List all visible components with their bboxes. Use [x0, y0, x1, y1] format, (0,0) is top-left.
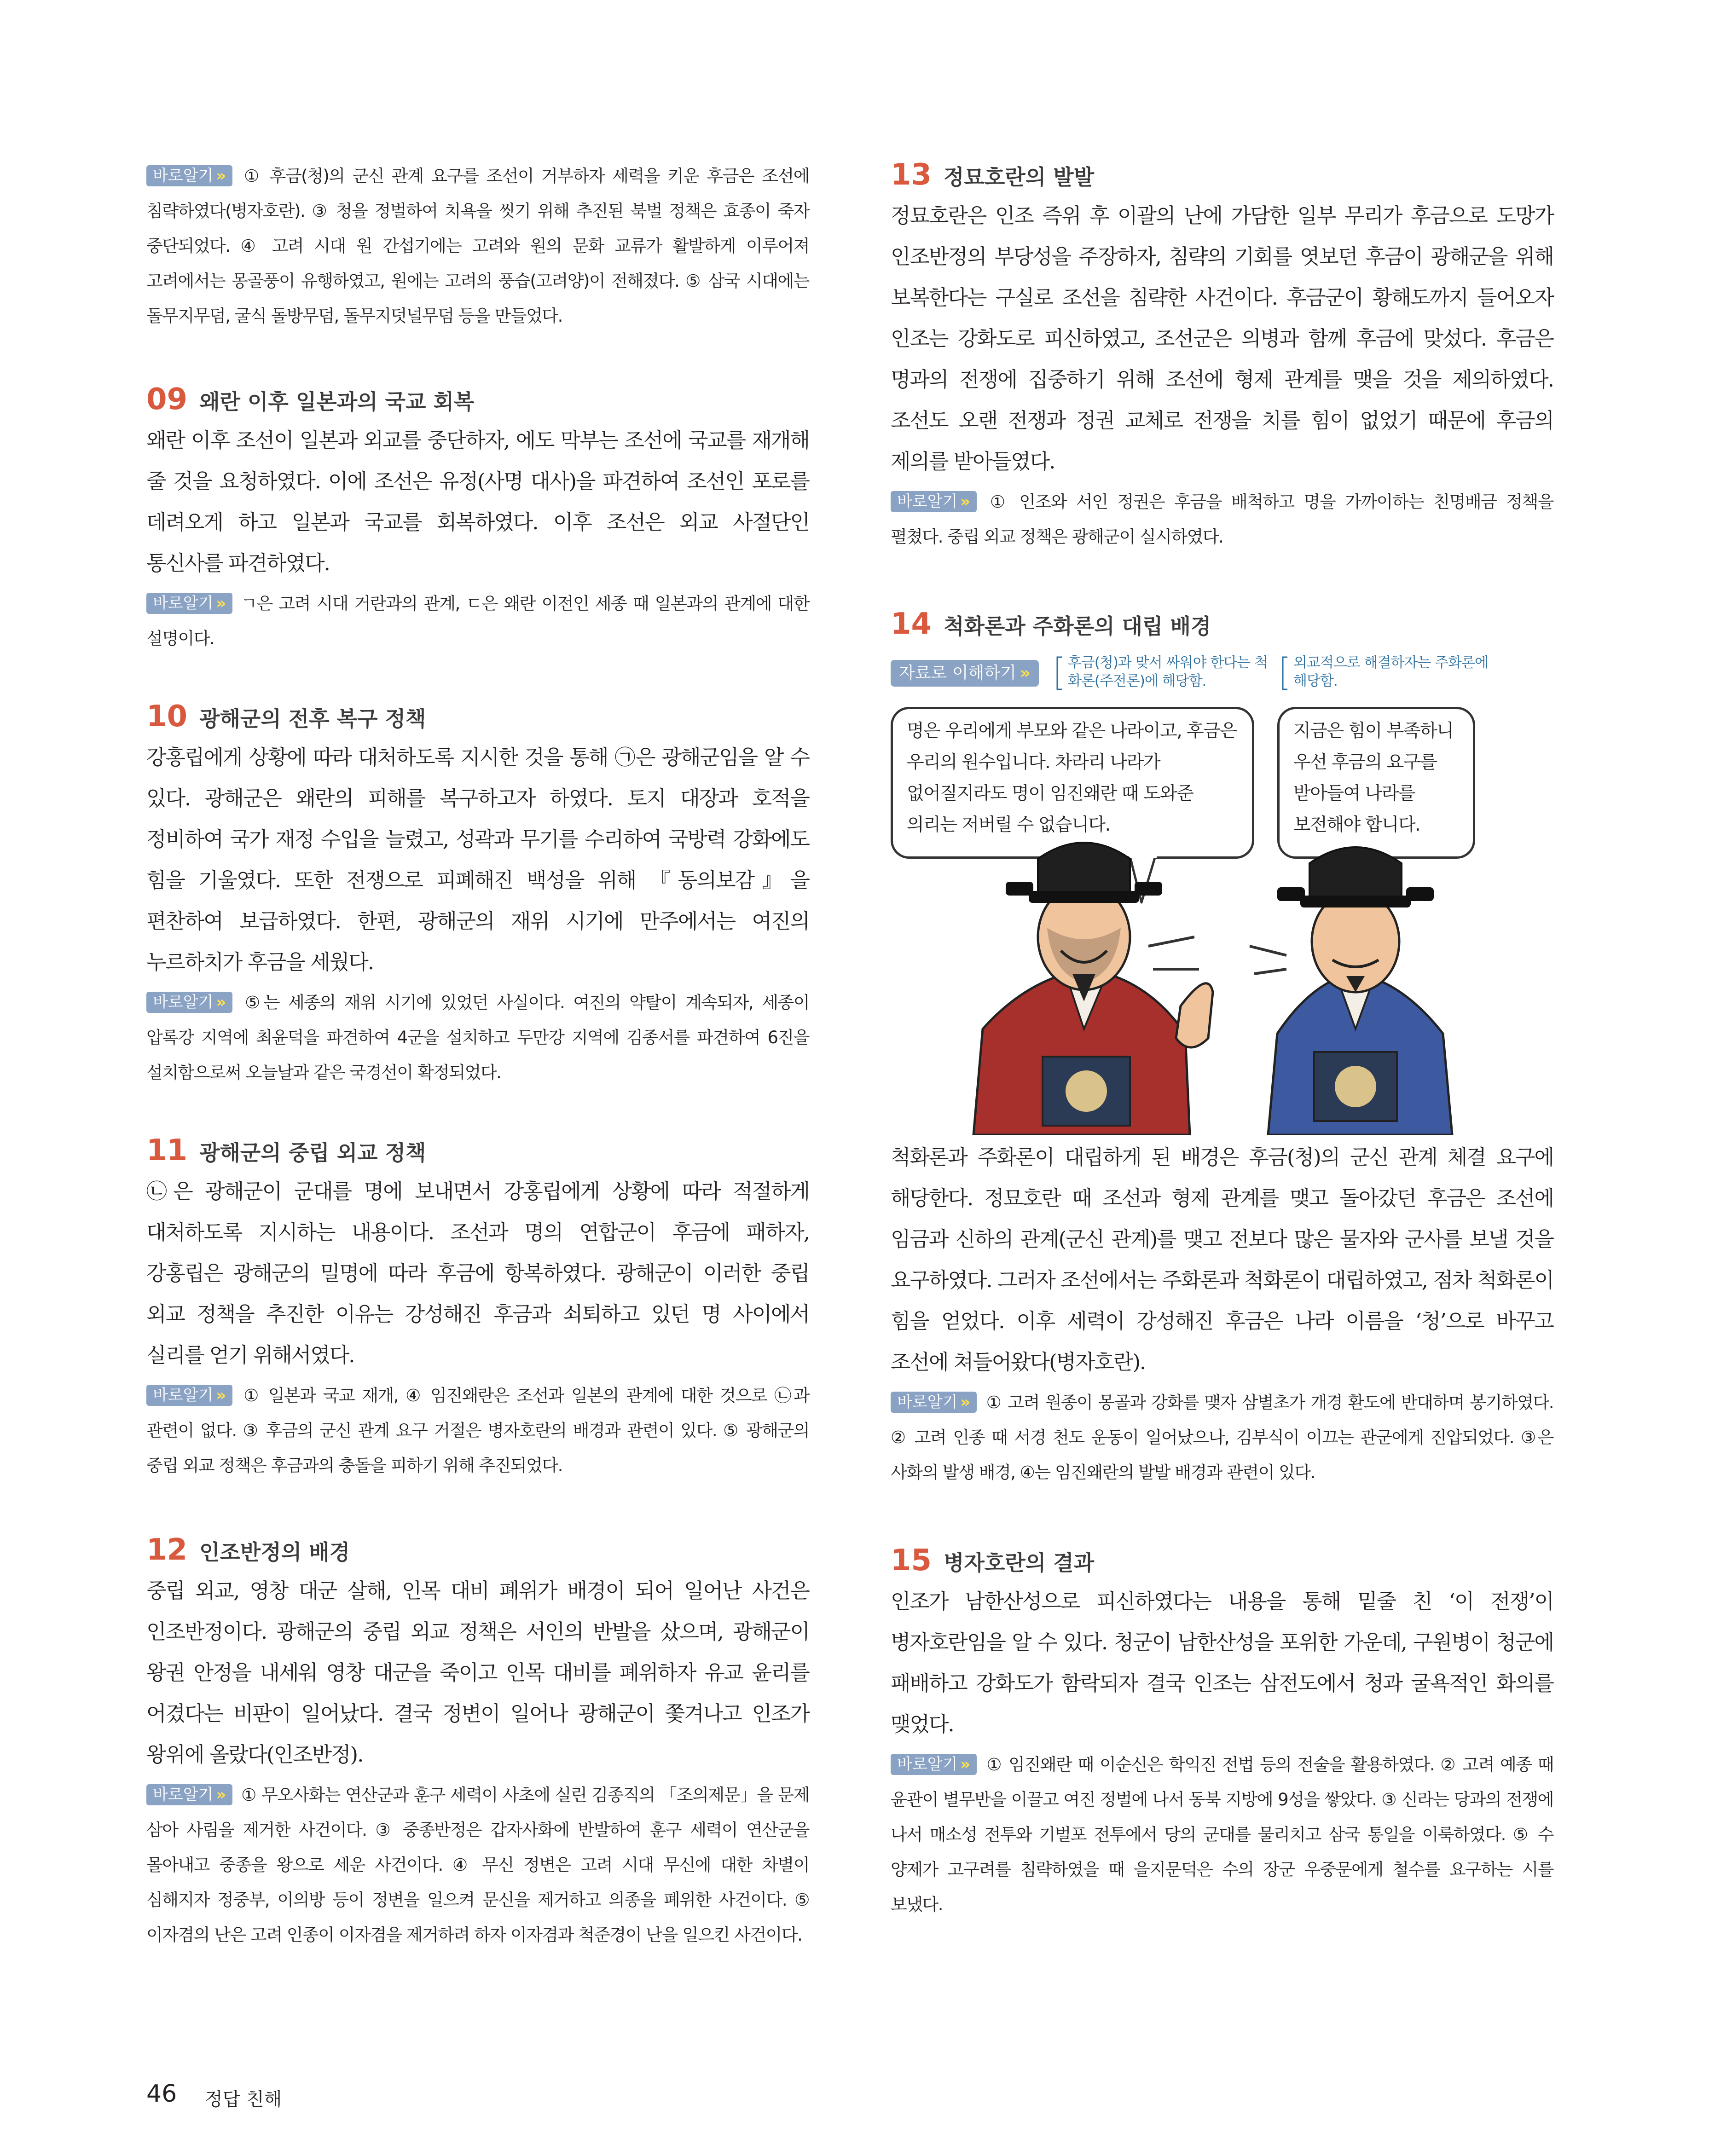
page-number: 46 [146, 2080, 177, 2108]
speech-bubble-right: 지금은 힘이 부족하니 우선 후금의 요구를 받아들여 나라를 보전해야 합니다. [1277, 707, 1475, 859]
double-chevron-icon: » [216, 993, 226, 1012]
section-heading: 09 왜란 이후 일본과의 국교 회복 [146, 382, 475, 416]
figure-tag: 자료로 이해하기 » [891, 660, 1039, 687]
answer-tag: 바로알기 » [891, 1754, 977, 1775]
answer-note: 바로알기 » ⑤는 세종의 재위 시기에 있었던 사실이다. 여진의 약탈이 계속되자, 세종이 압록강 지역에 최윤덕을 파견하여 4군을 설치하고 두만강 지역에 김종서를 파견하여 6진을 설치함으로써 오늘날과 같은 국경선이 확정되었다. [146, 993, 809, 1082]
section-heading: 11 광해군의 중립 외교 정책 [146, 1133, 426, 1168]
double-chevron-icon: » [960, 1755, 971, 1774]
section-heading: 12 인조반정의 배경 [146, 1533, 350, 1567]
debate-figure [891, 652, 1553, 1135]
section-body: 정묘호란은 인조 즉위 후 이괄의 난에 가담한 일부 무리가 후금으로 도망가 인조반정의 부당성을 주장하자, 침략의 기회를 엿보던 후금이 광해군을 위해 보복한다는 구실로 조선을 침략한 사건이다. 후금군이 황해도까지 들어오자 인조는 강화도로 피신하였고, 조선군은 의병과 함께 후금에 맞섰다. 후금은 명과의 전쟁에 집중하기 위해 조선에 형제 관계를 맺을 것을 제의하였다. 조선도 오랜 전쟁과 정권 교체로 전쟁을 치를 힘이 없었기 때문에 후금의 제의를 받아들였다. [891, 203, 1553, 474]
illustration-scholars [891, 652, 1553, 1135]
answer-tag: 바로알기 » [146, 593, 232, 614]
annotation-left: 후금(청)과 맞서 싸워야 한다는 척화론(주전론)에 해당함. [1068, 654, 1268, 689]
double-chevron-icon: » [216, 1386, 226, 1405]
right-column [891, 159, 1553, 1922]
section-body: 중립 외교, 영창 대군 살해, 인목 대비 폐위가 배경이 되어 일어난 사건은 인조반정이다. 광해군의 중립 외교 정책은 서인의 반발을 샀으며, 광해군이 왕권 안정을 내세워 영창 대군을 죽이고 인목 대비를 폐위하자 유교 윤리를 어겼다는 비판이 일어났다. 결국 정변이 일어나 광해군이 쫓겨나고 인조가 왕위에 올랐다(인조반정). [146, 1578, 809, 1767]
section-body: 척화론과 주화론이 대립하게 된 배경은 후금(청)의 군신 관계 체결 요구에 해당한다. 정묘호란 때 조선과 형제 관계를 맺고 돌아갔던 후금은 조선에 임금과 신하의 관계(군신 관계)를 맺고 전보다 많은 물자와 군사를 보낼 것을 요구하였다. 그러자 조선에서는 주화론과 척화론이 대립하였고, 점차 척화론이 힘을 얻었다. 이후 세력이 강성해진 후금은 나라 이름을 ‘청’으로 바꾸고 조선에 쳐들어왔다(병자호란). [891, 1145, 1554, 1374]
section-15 [891, 1544, 1553, 1922]
answer-note: 바로알기 » ① 임진왜란 때 이순신은 학익진 전법 등의 전술을 활용하였다. ② 고려 예종 때 윤관이 별무반을 이끌고 여진 정벌에 나서 동북 지방에 9성을 쌓았다. ③ 신라는 당과의 전쟁에 나서 매소성 전투와 기벌포 전투에서 당의 군대를 물리치고 삼국 통일을 이룩하였다. ⑤ 수 양제가 고구려를 침략하였을 때 을지문덕은 수의 장군 우중문에게 철수를 요구하는 시를 보냈다. [891, 1755, 1553, 1914]
double-chevron-icon: » [1020, 664, 1031, 682]
section-heading: 13 정묘호란의 발발 [891, 158, 1095, 192]
speech-bubble-left: 명은 우리에게 부모와 같은 나라이고, 후금은 우리의 원수입니다. 차라리 나라가 없어질지라도 명이 임진왜란 때 도와준 의리는 저버릴 수 없습니다. [891, 707, 1254, 859]
left-column [146, 159, 809, 1953]
answer-note: 바로알기 » ① 일본과 국교 재개, ④ 임진왜란은 조선과 일본의 관계에 대한 것으로 ㉡과 관련이 없다. ③ 후금의 군신 관계 요구 거절은 병자호란의 배경과 관련이 있다. ⑤ 광해군의 중립 외교 정책은 후금과의 충돌을 피하기 위해 추진되었다. [146, 1386, 809, 1475]
answer-note: 바로알기 » ① 후금(청)의 군신 관계 요구를 조선이 거부하자 세력을 키운 후금은 조선에 침략하였다(병자호란). ③ 청을 정벌하여 치욕을 씻기 위해 추진된 북벌 정책은 효종이 죽자 중단되었다. ④ 고려 시대 원 간섭기에는 고려와 원의 문화 교류가 활발하게 이루어져 고려에서는 몽골풍이 유행하였고, 원에는 고려의 풍습(고려양)이 전해졌다. ⑤ 삼국 시대에는 돌무지무덤, 굴식 돌방무덤, 돌무지덧널무덤 등을 만들었다. [146, 166, 809, 326]
section-heading: 15 병자호란의 결과 [891, 1543, 1095, 1578]
section-11 [146, 1134, 809, 1483]
double-chevron-icon: » [216, 167, 226, 185]
double-chevron-icon: » [960, 492, 971, 511]
section-body: 왜란 이후 조선이 일본과 외교를 중단하자, 에도 막부는 조선에 국교를 재개해 줄 것을 요청하였다. 이에 조선은 유정(사명 대사)을 파견하여 조선인 포로를 데려오게 하고 일본과 국교를 회복하였다. 이후 조선은 외교 사절단인 통신사를 파견하였다. [146, 428, 809, 575]
double-chevron-icon: » [216, 1786, 226, 1804]
answer-tag: 바로알기 » [891, 491, 977, 512]
answer-tag: 바로알기 » [146, 1784, 232, 1805]
section-10 [146, 700, 809, 1090]
double-chevron-icon: » [960, 1393, 971, 1411]
section-13 [891, 159, 1553, 555]
answer-note: 바로알기 » ① 무오사화는 연산군과 훈구 세력이 사초에 실린 김종직의 「조의제문」을 문제 삼아 사림을 제거한 사건이다. ③ 중종반정은 갑자사화에 반발하여 훈구 세력이 연산군을 몰아내고 중종을 왕으로 세운 사건이다. ④ 무신 정변은 고려 시대 무신에 대한 차별이 심해지자 정중부, 이의방 등이 정변을 일으켜 문신을 제거하고 의종을 폐위한 사건이다. ⑤ 이자겸의 난은 고려 인종이 이자겸을 제거하려 하자 이자겸과 척준경이 난을 일으킨 사건이다. [146, 1785, 809, 1945]
section-14 [891, 608, 1553, 1490]
section-body: ㉡은 광해군이 군대를 명에 보내면서 강홍립에게 상황에 따라 적절하게 대처하도록 지시하는 내용이다. 조선과 명의 연합군이 후금에 패하자, 강홍립은 광해군의 밀명에 따라 후금에 항복하였다. 광해군이 이러한 중립 외교 정책을 추진한 이유는 강성해진 후금과 쇠퇴하고 있던 명 사이에서 실리를 얻기 위해서였다. [146, 1179, 809, 1367]
right-scholar [1250, 847, 1452, 1135]
answer-note: 바로알기 » ① 인조와 서인 정권은 후금을 배척하고 명을 가까이하는 친명배금 정책을 펼쳤다. 중립 외교 정책은 광해군이 실시하였다. [891, 492, 1553, 547]
section-09 [146, 383, 809, 656]
answer-tag: 바로알기 » [146, 165, 232, 186]
left-scholar [973, 843, 1213, 1135]
answer-note: 바로알기 » ㄱ은 고려 시대 거란과의 관계, ㄷ은 왜란 이전인 세종 때 일본과의 관계에 대한 설명이다. [146, 594, 809, 648]
annotation-right: 외교적으로 해결하자는 주화론에 해당함. [1293, 654, 1488, 689]
answer-tag: 바로알기 » [146, 1385, 232, 1406]
answer-tag: 바로알기 » [891, 1392, 977, 1413]
double-chevron-icon: » [216, 594, 226, 613]
answer-tag: 바로알기 » [146, 992, 232, 1013]
section-heading: 10 광해군의 전후 복구 정책 [146, 699, 426, 734]
section-body: 인조가 남한산성으로 피신하였다는 내용을 통해 밑줄 친 ‘이 전쟁’이 병자호란임을 알 수 있다. 청군이 남한산성을 포위한 가운데, 구원병이 청군에 패배하고 강화도가 함락되자 결국 인조는 삼전도에서 청과 굴욕적인 화의를 맺었다. [891, 1589, 1553, 1736]
section-body: 강홍립에게 상황에 따라 대처하도록 지시한 것을 통해 ㉠은 광해군임을 알 수 있다. 광해군은 왜란의 피해를 복구하고자 하였다. 토지 대장과 호적을 정비하여 국가 재정 수입을 늘렸고, 성곽과 무기를 수리하여 국방력 강화에도 힘을 기울였다. 또한 전쟁으로 피폐해진 백성을 위해 『동의보감』을 편찬하여 보급하였다. 한편, 광해군의 재위 시기에 만주에서는 여진의 누르하치가 후금을 세웠다. [146, 745, 809, 974]
section-12 [146, 1534, 809, 1953]
answer-note: 바로알기 » ① 고려 원종이 몽골과 강화를 맺자 삼별초가 개경 환도에 반대하며 봉기하였다. ② 고려 인종 때 서경 천도 운동이 일어났으나, 김부식이 이끄는 관군에게 진압되었다. ③은 사화의 발생 배경, ④는 임진왜란의 발발 배경과 관련이 있다. [891, 1393, 1553, 1482]
page-label: 정답 친해 [205, 2089, 282, 2110]
section-heading: 14 척화론과 주화론의 대립 배경 [891, 607, 1211, 641]
